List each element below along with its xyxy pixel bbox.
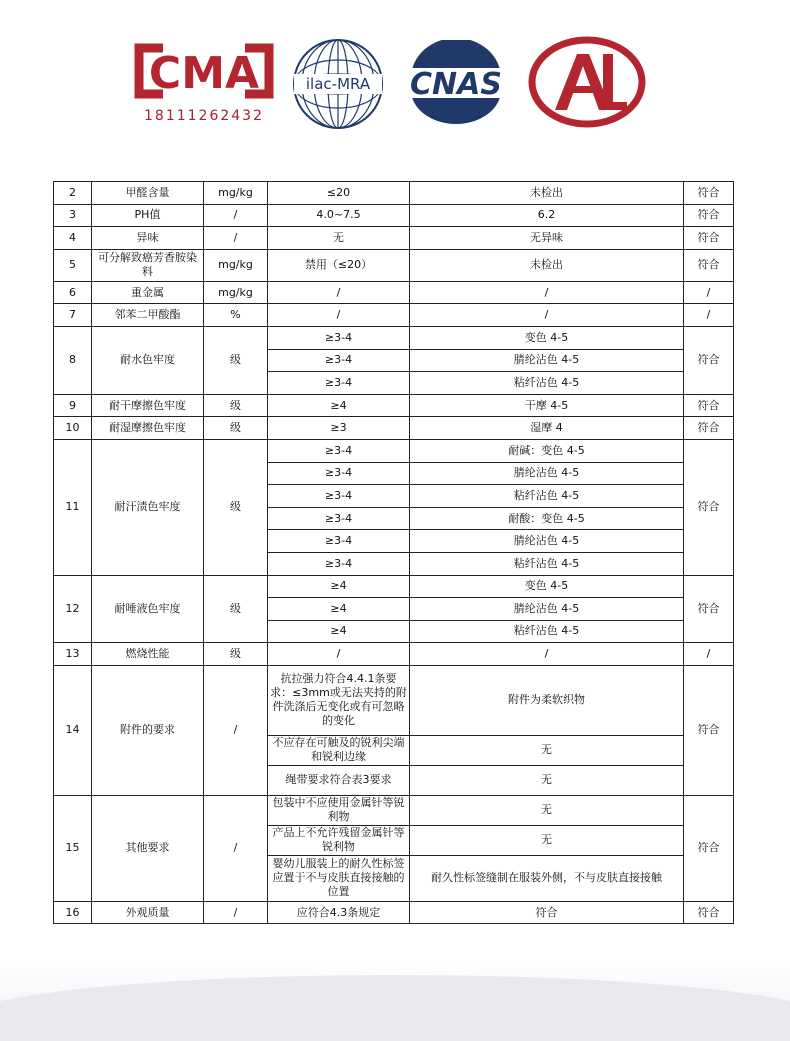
test-result: 无 (410, 735, 684, 765)
standard-requirement: / (268, 304, 410, 327)
verdict: 符合 (684, 394, 734, 417)
table-row (54, 227, 734, 250)
test-item: PH值 (92, 204, 204, 227)
test-result: 腈纶沾色 4-5 (410, 598, 684, 621)
row-number: 3 (54, 204, 92, 227)
test-item: 耐干摩擦色牢度 (92, 394, 204, 417)
test-result: 腈纶沾色 4-5 (410, 462, 684, 485)
unit: 级 (204, 417, 268, 440)
test-result: / (410, 304, 684, 327)
row-number: 9 (54, 394, 92, 417)
test-result: 干摩 4-5 (410, 394, 684, 417)
standard-requirement: ≥3-4 (268, 372, 410, 395)
test-result: 粘纤沾色 4-5 (410, 485, 684, 508)
verdict: 符合 (684, 249, 734, 281)
test-item: 外观质量 (92, 901, 204, 924)
test-result: 无 (410, 795, 684, 825)
certification-logos (0, 0, 790, 160)
table-row (54, 249, 734, 281)
standard-requirement: 婴幼儿服装上的耐久性标签应置于不与皮肤直接接触的位置 (268, 855, 410, 901)
standard-requirement: ≥3-4 (268, 349, 410, 372)
verdict: / (684, 643, 734, 666)
test-item: 邻苯二甲酸酯 (92, 304, 204, 327)
unit: mg/kg (204, 249, 268, 281)
standard-requirement: 禁用（≤20） (268, 249, 410, 281)
table-row (54, 901, 734, 924)
table-row (54, 394, 734, 417)
test-result: 6.2 (410, 204, 684, 227)
standard-requirement: ≥4 (268, 575, 410, 598)
verdict: 符合 (684, 227, 734, 250)
ilac-text: ilac-MRA (305, 75, 371, 93)
table-row (54, 204, 734, 227)
standard-requirement: 不应存在可触及的锐利尖端和锐利边缘 (268, 735, 410, 765)
unit: % (204, 304, 268, 327)
unit: 级 (204, 575, 268, 643)
cma-number: 18111262432 (144, 108, 264, 124)
standard-requirement: / (268, 643, 410, 666)
test-result: / (410, 281, 684, 304)
test-result: 变色 4-5 (410, 575, 684, 598)
standard-requirement: ≥4 (268, 598, 410, 621)
cma-text: CMA (148, 48, 260, 99)
standard-requirement: ≥3-4 (268, 439, 410, 462)
standard-requirement: ≥3-4 (268, 507, 410, 530)
table-row (54, 439, 734, 462)
test-result: 无 (410, 765, 684, 795)
row-number: 6 (54, 281, 92, 304)
unit: / (204, 204, 268, 227)
test-result: 无异味 (410, 227, 684, 250)
test-item: 耐湿摩擦色牢度 (92, 417, 204, 440)
unit: 级 (204, 394, 268, 417)
cal-mark-icon (527, 36, 647, 128)
verdict: 符合 (684, 417, 734, 440)
row-number: 16 (54, 901, 92, 924)
test-result: 未检出 (410, 182, 684, 205)
row-number: 14 (54, 665, 92, 795)
row-number: 12 (54, 575, 92, 643)
test-result: 符合 (410, 901, 684, 924)
verdict: 符合 (684, 439, 734, 575)
table-row (54, 326, 734, 349)
test-result: 湿摩 4 (410, 417, 684, 440)
test-result: 变色 4-5 (410, 326, 684, 349)
test-item: 重金属 (92, 281, 204, 304)
unit: 级 (204, 643, 268, 666)
standard-requirement: 4.0~7.5 (268, 204, 410, 227)
standard-requirement: 无 (268, 227, 410, 250)
row-number: 8 (54, 326, 92, 394)
test-result: 耐碱：变色 4-5 (410, 439, 684, 462)
test-item: 附件的要求 (92, 665, 204, 795)
standard-requirement: ≥4 (268, 620, 410, 643)
standard-requirement: ≥3-4 (268, 485, 410, 508)
test-report-table (53, 181, 734, 924)
table-row (54, 304, 734, 327)
row-number: 11 (54, 439, 92, 575)
row-number: 7 (54, 304, 92, 327)
unit: 级 (204, 326, 268, 394)
test-item: 可分解致癌芳香胺染料 (92, 249, 204, 281)
verdict: 符合 (684, 795, 734, 901)
cnas-globe-icon (397, 40, 515, 126)
standard-requirement: 产品上不允许残留金属针等锐利物 (268, 825, 410, 855)
table-row (54, 795, 734, 825)
ilac-globe-icon (290, 36, 386, 132)
table-row (54, 417, 734, 440)
unit: / (204, 901, 268, 924)
standard-requirement: ≤20 (268, 182, 410, 205)
test-result: 耐久性标签缝制在服装外侧，不与皮肤直接接触 (410, 855, 684, 901)
test-item: 异味 (92, 227, 204, 250)
table-row (54, 281, 734, 304)
test-result: 腈纶沾色 4-5 (410, 349, 684, 372)
bottom-wave-decoration (0, 975, 790, 1041)
standard-requirement: 包装中不应使用金属针等锐利物 (268, 795, 410, 825)
table-row (54, 665, 734, 735)
test-result: 粘纤沾色 4-5 (410, 372, 684, 395)
test-result: 未检出 (410, 249, 684, 281)
standard-requirement: ≥3 (268, 417, 410, 440)
test-result: 腈纶沾色 4-5 (410, 530, 684, 553)
row-number: 5 (54, 249, 92, 281)
test-item: 燃烧性能 (92, 643, 204, 666)
unit: / (204, 227, 268, 250)
row-number: 4 (54, 227, 92, 250)
standard-requirement: 绳带要求符合表3要求 (268, 765, 410, 795)
test-item: 耐水色牢度 (92, 326, 204, 394)
verdict: 符合 (684, 901, 734, 924)
test-result: 附件为柔软织物 (410, 665, 684, 735)
row-number: 13 (54, 643, 92, 666)
cma-logo (133, 42, 275, 122)
test-item: 甲醛含量 (92, 182, 204, 205)
standard-requirement: ≥3-4 (268, 326, 410, 349)
row-number: 10 (54, 417, 92, 440)
cnas-logo (397, 40, 515, 126)
verdict: 符合 (684, 204, 734, 227)
test-result: 无 (410, 825, 684, 855)
unit: 级 (204, 439, 268, 575)
test-item: 耐汗渍色牢度 (92, 439, 204, 575)
cnas-text: CNAS (410, 67, 502, 102)
standard-requirement: 应符合4.3条规定 (268, 901, 410, 924)
cma-mark-icon (133, 42, 275, 106)
verdict: 符合 (684, 575, 734, 643)
verdict: / (684, 281, 734, 304)
unit: mg/kg (204, 182, 268, 205)
ilac-mra-logo (290, 36, 386, 132)
table-row (54, 182, 734, 205)
verdict: 符合 (684, 326, 734, 394)
table-row (54, 643, 734, 666)
standard-requirement: 抗拉强力符合4.4.1条要求：≤3mm或无法夹持的附件洗涤后无变化或有可忽略的变化 (268, 665, 410, 735)
test-result: 粘纤沾色 4-5 (410, 552, 684, 575)
row-number: 15 (54, 795, 92, 901)
row-number: 2 (54, 182, 92, 205)
test-item: 其他要求 (92, 795, 204, 901)
standard-requirement: ≥3-4 (268, 530, 410, 553)
unit: / (204, 795, 268, 901)
cal-logo (527, 36, 647, 128)
test-item: 耐唾液色牢度 (92, 575, 204, 643)
verdict: / (684, 304, 734, 327)
test-result: 耐酸：变色 4-5 (410, 507, 684, 530)
test-result: / (410, 643, 684, 666)
verdict: 符合 (684, 665, 734, 795)
standard-requirement: ≥3-4 (268, 552, 410, 575)
table-row (54, 575, 734, 598)
standard-requirement: / (268, 281, 410, 304)
verdict: 符合 (684, 182, 734, 205)
report-body (54, 182, 734, 924)
standard-requirement: ≥3-4 (268, 462, 410, 485)
standard-requirement: ≥4 (268, 394, 410, 417)
unit: mg/kg (204, 281, 268, 304)
unit: / (204, 665, 268, 795)
test-result: 粘纤沾色 4-5 (410, 620, 684, 643)
